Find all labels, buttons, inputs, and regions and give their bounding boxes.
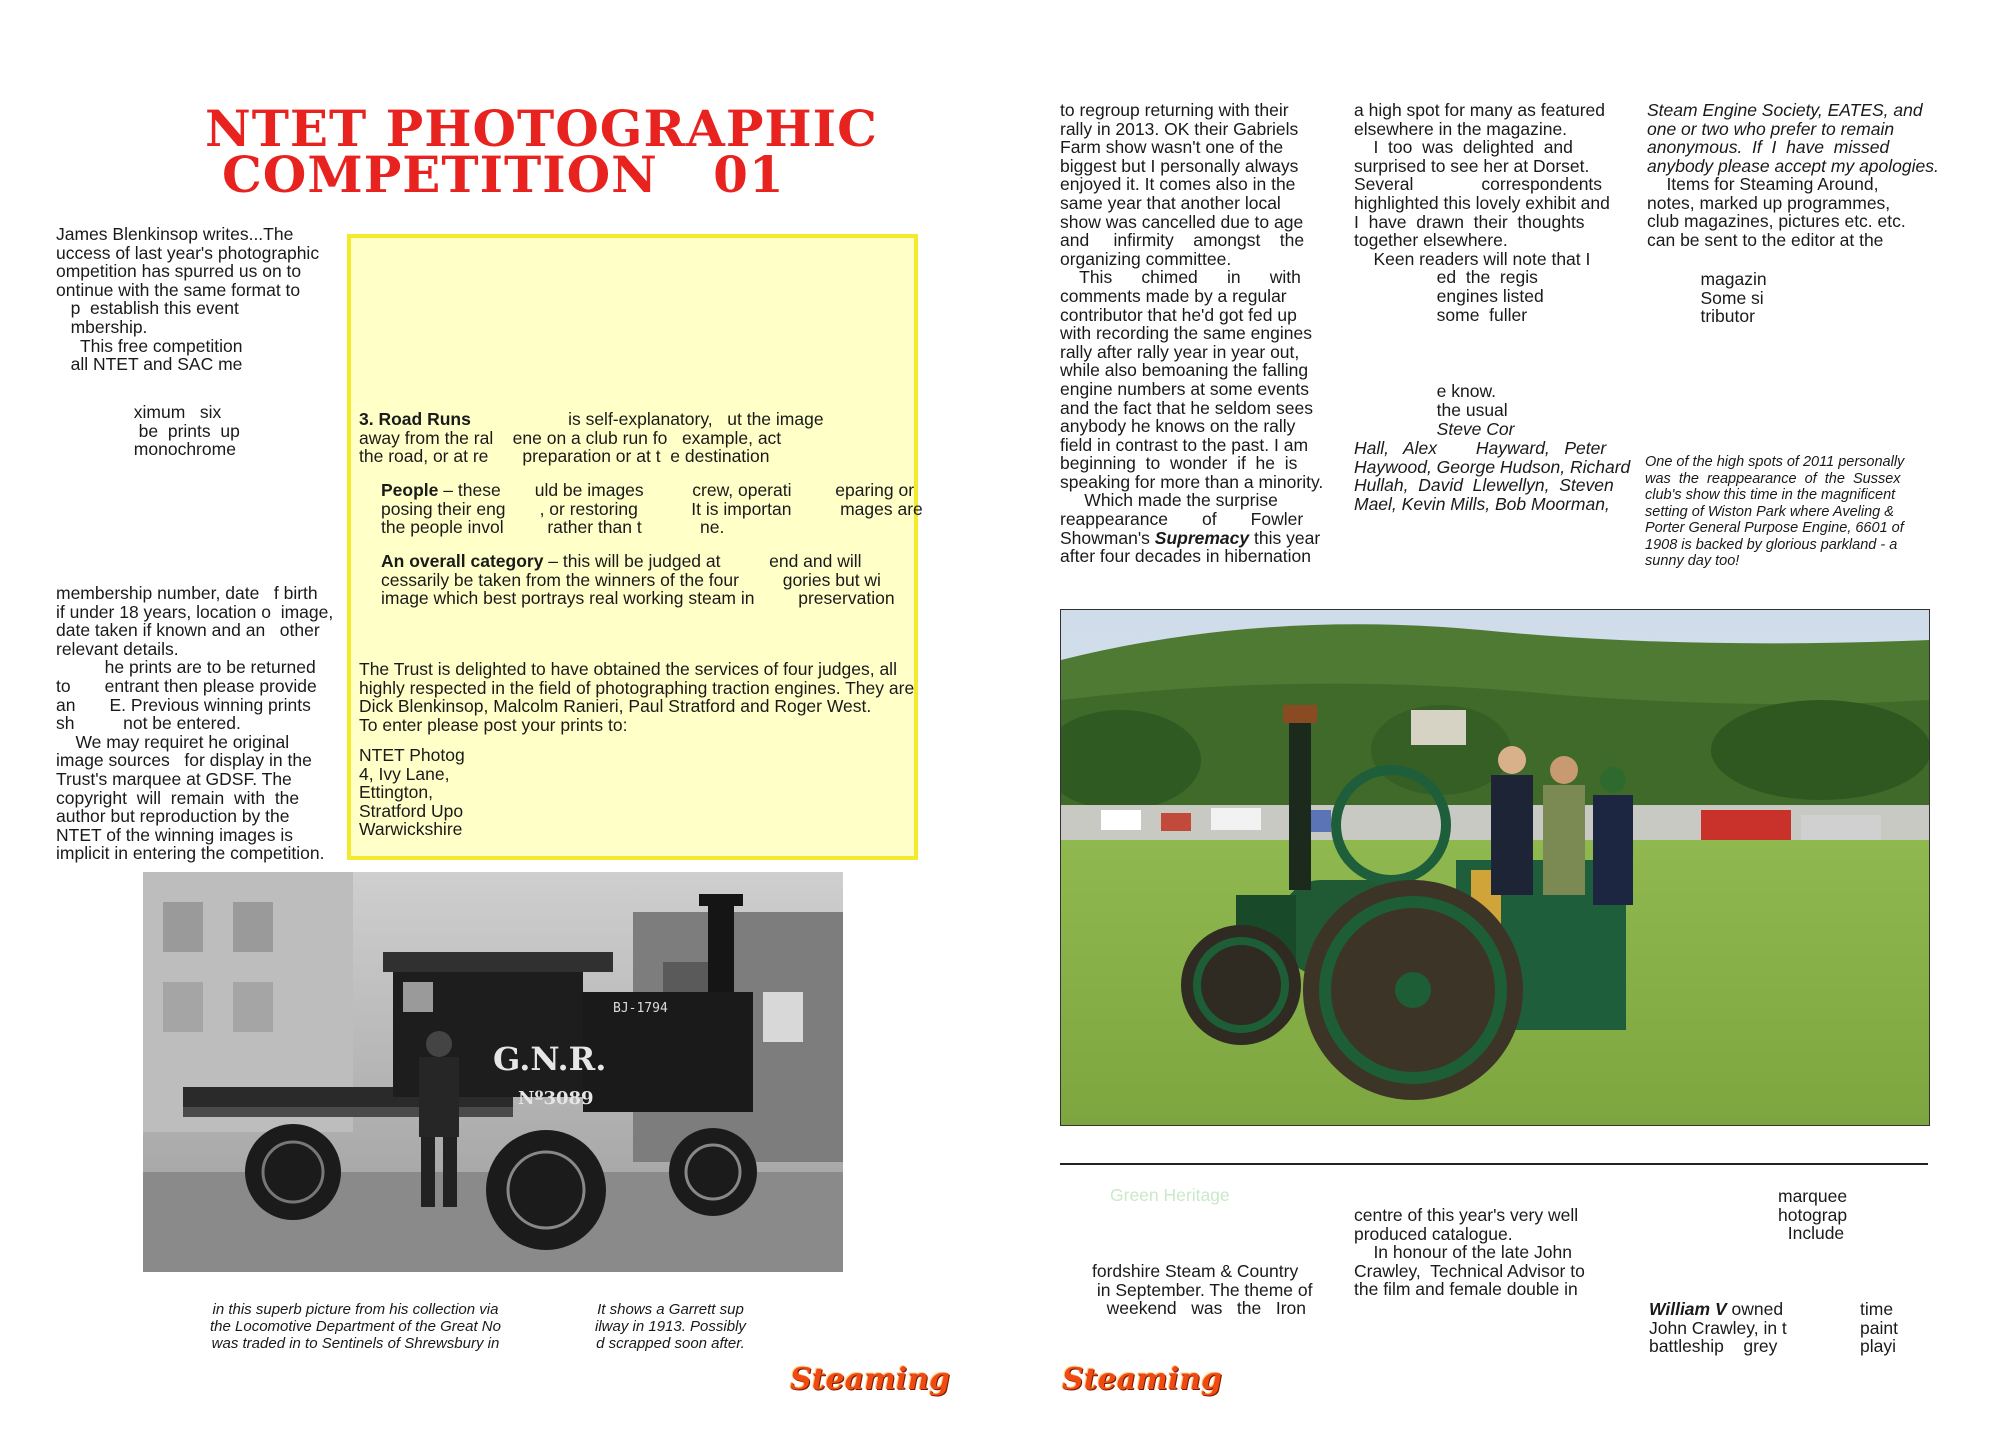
intro-paragraph: James Blenkinsop writes...The uccess of last year's photographic ompetition has spurred us on to ontinue with the same format to p establish this event mbership. This free competition all NTET and SAC me — [56, 224, 320, 375]
bottom-column-3-top: marquee hotograp Include — [1778, 1186, 1848, 1244]
article-column-3-italic: Steam Engine Society, EATES, and one or two who prefer to remain anonymous. If I have missed anybody please accept my apologies. — [1647, 100, 1939, 176]
traction-engine-illustration — [1061, 610, 1929, 1125]
article-column-2: a high spot for many as featured elsewhere in the magazine. I too was delighted and surprised to see her at Dorset. Several correspondents highlighted this lovely exhibit and I have drawn their thoughts together elsewhere. Keen readers will note that I ed the regis engines listed some fuller — [1354, 100, 1610, 325]
bottom-column-3-right: time paint playi — [1860, 1299, 1898, 1357]
garrett-wagon-photo — [143, 872, 843, 1272]
left-photo-caption-right: It shows a Garrett sup ilway in 1913. Possibly d scrapped soon after. — [595, 1301, 746, 1352]
steam-wagon-illustration — [143, 872, 843, 1272]
details-paragraph: membership number, date f birth if under 18 years, location o image, date taken if known and an other relevant details. he prints are to be returned to entrant then please provide an E. Previous winning prints sh not be entered. We may requiret he original image sources for display in the Trust's marquee at GDSF. The copyright will remain with the author but reproduction by the NTET of the winning images is implicit in entering the competition. — [56, 583, 334, 864]
article-column-3-continued: magazin Some si tributor — [1700, 269, 1767, 327]
road-runs-heading: 3. Road Runs — [359, 409, 471, 429]
people-text: People – these uld be images crew, operati eparing or posing their eng , or restoring It is importan mages are the people invol rather than t ne. — [381, 480, 923, 538]
bottom-column-1: fordshire Steam & Country in September. The theme of weekend was the Iron — [1092, 1261, 1313, 1319]
bottom-column-3: William V owned John Crawley, in t battleship grey — [1649, 1299, 1787, 1357]
steaming-logo-left: Steaming — [790, 1362, 950, 1397]
traction-engine-caption: One of the high spots of 2011 personally was the reappearance of the Sussex club's show this time in the magnificent setting of Wiston Park where Aveling & Porter General Purpose Engine, 6601 of 1908 is backed by glorious parkland - a sunny day too! — [1645, 454, 1905, 569]
left-photo-caption: in this superb picture from his collection via the Locomotive Department of the Great No was traded in to Sentinels of Shrewsbury in — [210, 1301, 501, 1352]
overall-category-text: An overall category – this will be judged at end and will cessarily be taken from the winners of the four gories but wi image which best portrays real working steam in preservation — [381, 551, 895, 609]
wagon-number: Nº3089 — [518, 1088, 594, 1109]
article-column-3: Items for Steaming Around, notes, marked up programmes, club magazines, pictures etc. etc. can be sent to the editor at the — [1647, 174, 1906, 250]
cab-lettering: G.N.R. — [493, 1040, 607, 1078]
faint-section-heading: Green Heritage — [1110, 1185, 1230, 1205]
people-heading: People — [381, 480, 439, 500]
competition-categories-box — [347, 234, 923, 860]
judges-paragraph: The Trust is delighted to have obtained the services of four judges, all highly respected in the field of photographing traction engines. They are Dick Blenkinsop, Malcolm Ranieri, Paul Stratford and Roger West. To enter please post your prints to: — [359, 659, 915, 735]
contributor-names: Hall, Alex Hayward, Peter Haywood, George Hudson, Richard Hullah, David Llewellyn, Steven Mael, Kevin Mills, Bob Moorman, — [1354, 438, 1631, 514]
supremacy-engine-name: Supremacy — [1154, 527, 1250, 548]
article-title-line2: COMPETITION 01 — [222, 145, 785, 204]
article-column-1: to regroup returning with their rally in 2013. OK their Gabriels Farm show wasn't one of the biggest but I personally always enjoyed it. It comes also in the same year that another local show was cancelled due to age and infirmity amongst the organizing committee. This chimed in with comments made by a regular contributor that he'd got fed up with recording the same engines rally after rally year in year out, while also bemoaning the falling engine numbers at some events and the fact that he seldom sees anybody he knows on the rally field in contrast to the past. I am beginning to wonder if he is speaking for more than a minority. Which made the surprise reappearance of Fowler Showman's Supremacy this year after four decades in hibernation — [1060, 100, 1324, 567]
bottom-column-2: centre of this year's very well produced catalogue. In honour of the late John Crawley, Technical Advisor to the film and female double in — [1354, 1205, 1585, 1300]
article-title-line1: NTET PHOTOGRAPHIC — [205, 99, 878, 158]
rules-paragraph: ximum six be prints up monochrome — [133, 402, 240, 460]
article-column-2-continued: e know. the usual — [1436, 381, 1508, 420]
william-v-name: William V — [1649, 1299, 1727, 1319]
steaming-logo-right: Steaming — [1062, 1362, 1222, 1397]
section-divider — [1060, 1163, 1928, 1165]
registration-plate: BJ-1794 — [613, 1001, 668, 1016]
overall-heading: An overall category — [381, 551, 544, 571]
author-signature: Steve Cor — [1354, 419, 1515, 439]
road-runs-text: 3. Road Runs is self-explanatory, ut the image away from the ral ene on a club run fo example, act the road, or at re preparation or at t e destination — [359, 409, 824, 467]
postal-address: NTET Photog 4, Ivy Lane, Ettington, Stratford Upo Warwickshire — [359, 745, 465, 840]
traction-engine-photo — [1060, 609, 1930, 1126]
